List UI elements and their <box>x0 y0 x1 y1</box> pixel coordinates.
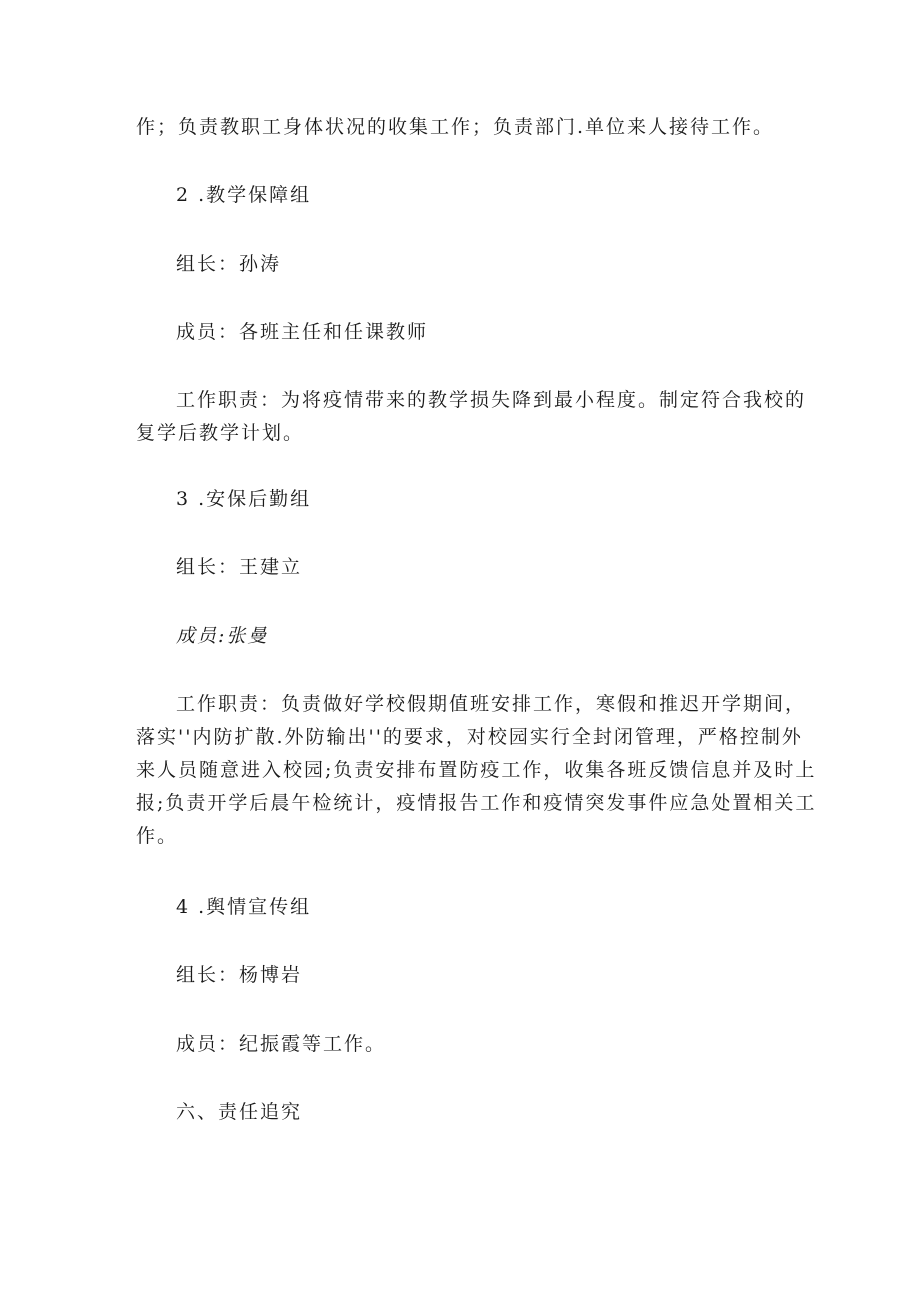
chapter-heading: 六、责任追究 <box>176 1101 303 1123</box>
duty-paragraph <box>136 384 807 450</box>
group-leader: 组长：孙涛 <box>176 253 282 275</box>
group-members: 成员:张曼 <box>176 625 269 647</box>
section-heading: 3 .安保后勤组 <box>176 488 312 510</box>
duty-line: 工作职责：为将疫情带来的教学损失降到最小程度。制定符合我校的 <box>176 389 807 411</box>
duty-line: 作。 <box>136 825 179 847</box>
group-members: 成员：纪振霞等工作。 <box>176 1033 387 1055</box>
section-heading: 4 .舆情宣传组 <box>176 896 312 918</box>
group-leader: 组长：王建立 <box>176 556 303 578</box>
group-members: 成员：各班主任和任课教师 <box>176 321 429 343</box>
group-leader: 组长：杨博岩 <box>176 964 303 986</box>
duty-line: 落实''内防扩散.外防输出''的要求，对校园实行全封闭管理，严格控制外 <box>136 726 803 748</box>
duty-line: 来人员随意进入校园;负责安排布置防疫工作，收集各班反馈信息并及时上 <box>136 759 817 781</box>
section-heading: 2 .教学保障组 <box>176 184 312 206</box>
paragraph-continuation: 作；负责教职工身体状况的收集工作；负责部门.单位来人接待工作。 <box>136 116 775 138</box>
duty-paragraph <box>136 688 817 853</box>
duty-line: 报;负责开学后晨午检统计，疫情报告工作和疫情突发事件应急处置相关工 <box>136 792 817 814</box>
duty-line: 复学后教学计划。 <box>136 422 305 444</box>
duty-line: 工作职责：负责做好学校假期值班安排工作，寒假和推迟开学期间， <box>176 693 807 715</box>
